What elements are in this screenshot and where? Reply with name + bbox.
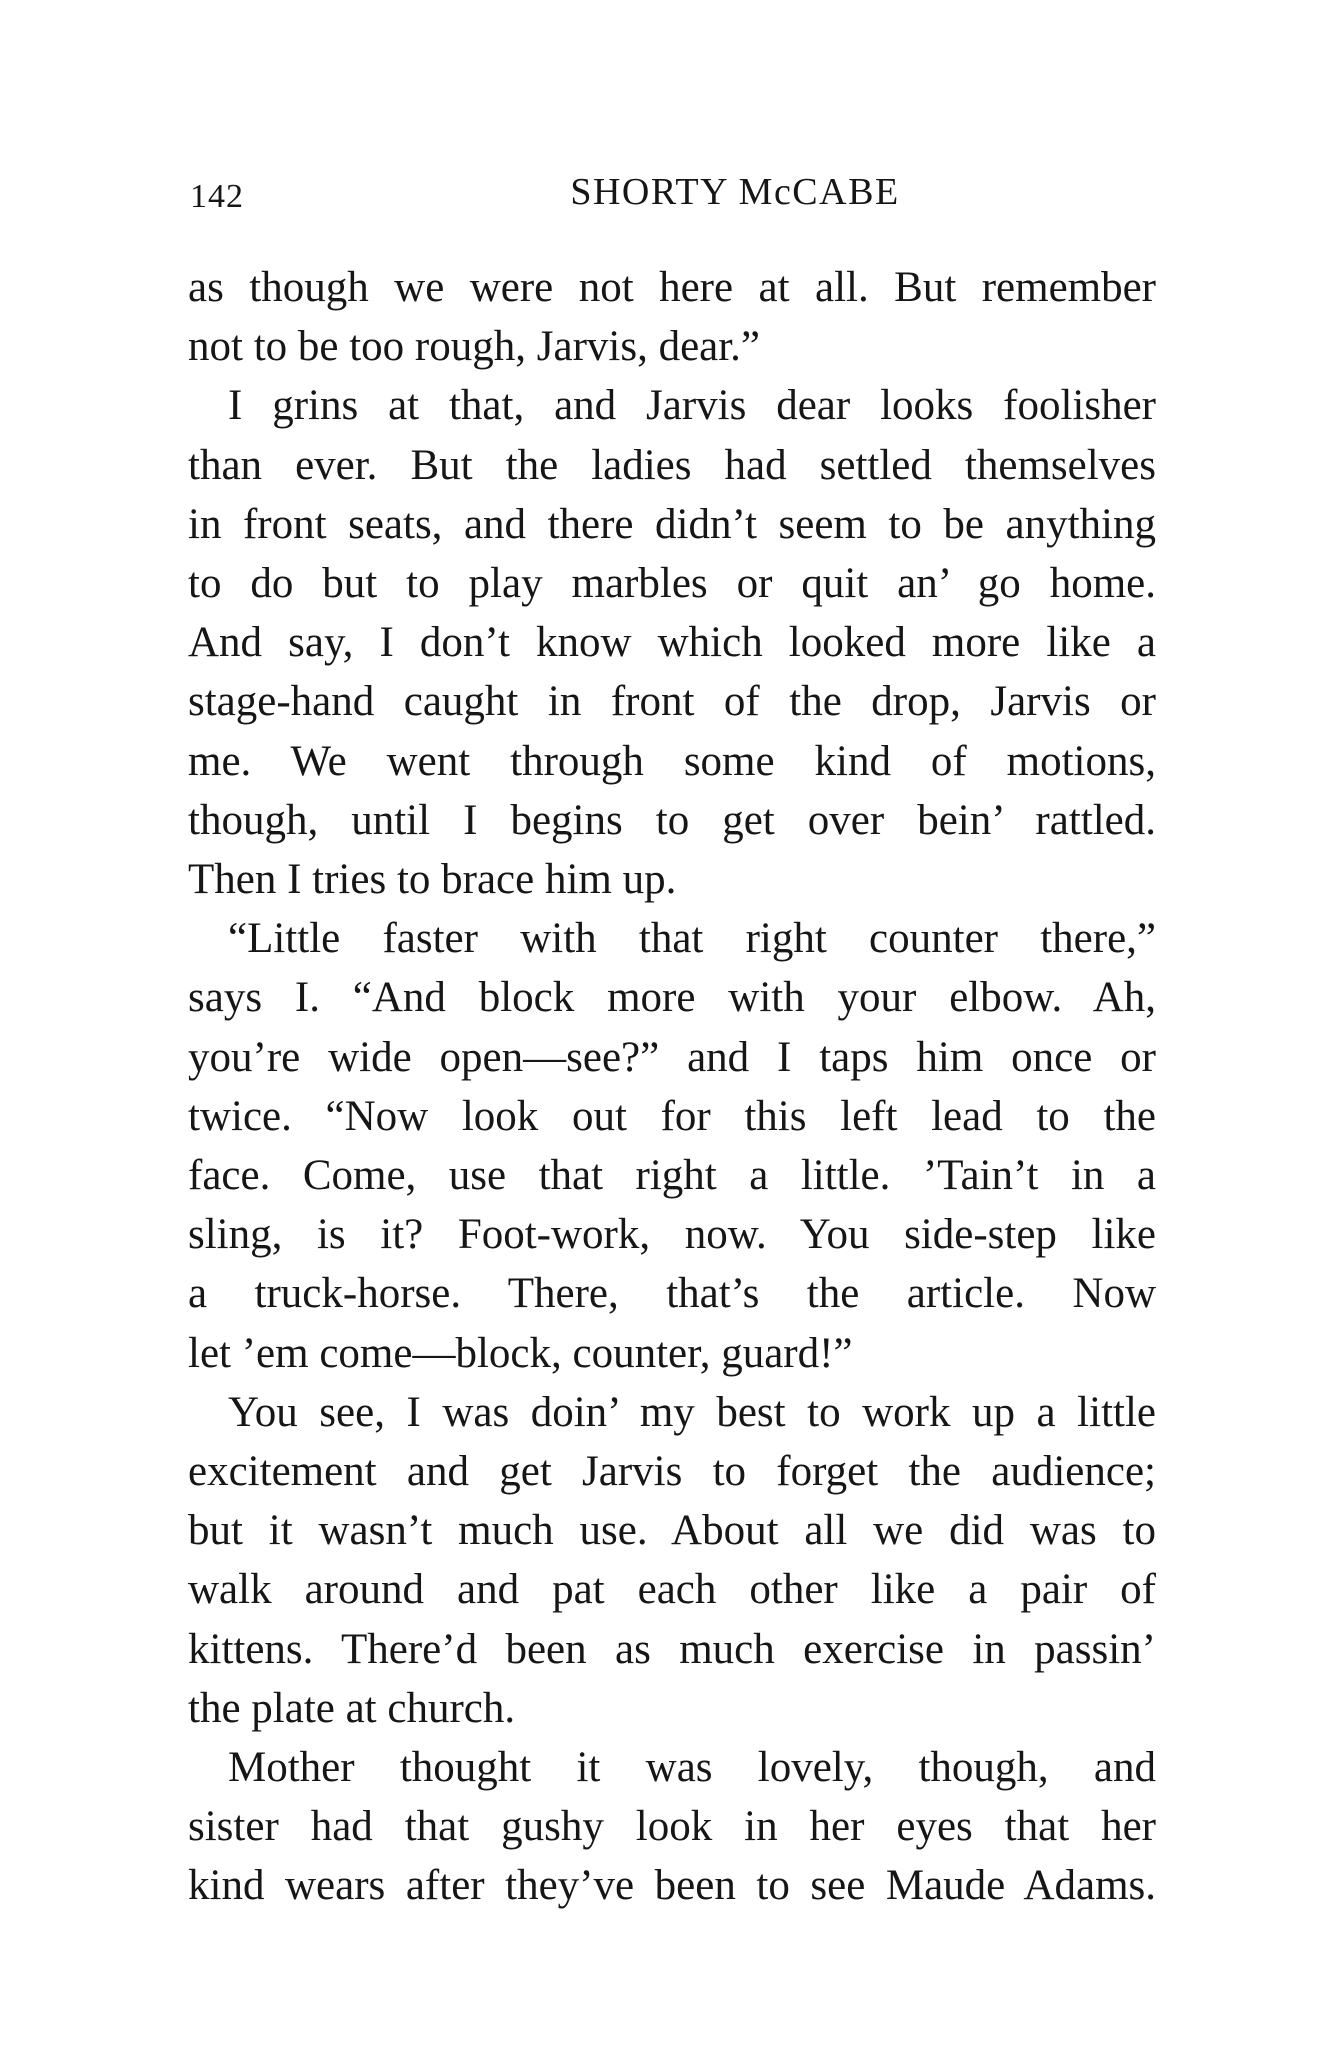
text-line: You see, I was doin’ my best to work up a little (228, 1388, 1156, 1436)
text-line: says I. “And block more with your elbow. Ah, (188, 974, 1156, 1022)
text-line: let ’em come—block, counter, guard!” (188, 1329, 853, 1377)
text-line: but it wasn’t much use. About all we did was to (188, 1507, 1156, 1555)
text-line: as though we were not here at all. But remember (188, 264, 1156, 311)
text-line: face. Come, use that right a little. ’Tain’t in a (188, 1152, 1156, 1200)
text-line: Then I tries to brace him up. (188, 856, 677, 904)
text-line: the plate at church. (188, 1684, 516, 1732)
text-line: sister had that gushy look in her eyes that her (188, 1803, 1156, 1851)
paragraph (188, 1738, 1156, 1916)
body-text (188, 258, 1156, 1916)
text-line: walk around and pat each other like a pair of (188, 1566, 1156, 1614)
paragraph (188, 376, 1156, 909)
text-line: a truck-horse. There, that’s the article. Now (188, 1270, 1156, 1318)
text-line: “Little faster with that right counter there,” (228, 915, 1156, 963)
text-line: kind wears after they’ve been to see Maude Adams. (188, 1862, 1156, 1910)
text-line: in front seats, and there didn’t seem to be anything (188, 500, 1156, 548)
page-number: 142 (190, 178, 244, 215)
paragraph (188, 1383, 1156, 1738)
text-line: though, until I begins to get over bein’ rattled. (188, 796, 1156, 844)
text-line: twice. “Now look out for this left lead to the (188, 1092, 1156, 1140)
text-line: than ever. But the ladies had settled themselves (188, 441, 1156, 489)
text-line: you’re wide open—see?” and I taps him once or (188, 1033, 1156, 1081)
text-line: Mother thought it was lovely, though, and (228, 1744, 1156, 1792)
paragraph (188, 909, 1156, 1383)
text-line: not to be too rough, Jarvis, dear.” (188, 323, 761, 371)
page-header (190, 170, 1160, 220)
text-line: sling, is it? Foot-work, now. You side-step like (188, 1211, 1156, 1259)
text-line: kittens. There’d been as much exercise in passin’ (188, 1625, 1156, 1673)
text-line: And say, I don’t know which looked more like a (188, 619, 1156, 667)
text-line: me. We went through some kind of motions, (188, 737, 1156, 785)
text-line: I grins at that, and Jarvis dear looks foolisher (228, 382, 1156, 430)
running-head: SHORTY McCABE (570, 171, 900, 213)
text-line: stage-hand caught in front of the drop, Jarvis or (188, 678, 1156, 726)
text-line: excitement and get Jarvis to forget the audience; (188, 1448, 1156, 1496)
text-line: to do but to play marbles or quit an’ go home. (188, 560, 1156, 608)
paragraph (188, 258, 1156, 376)
